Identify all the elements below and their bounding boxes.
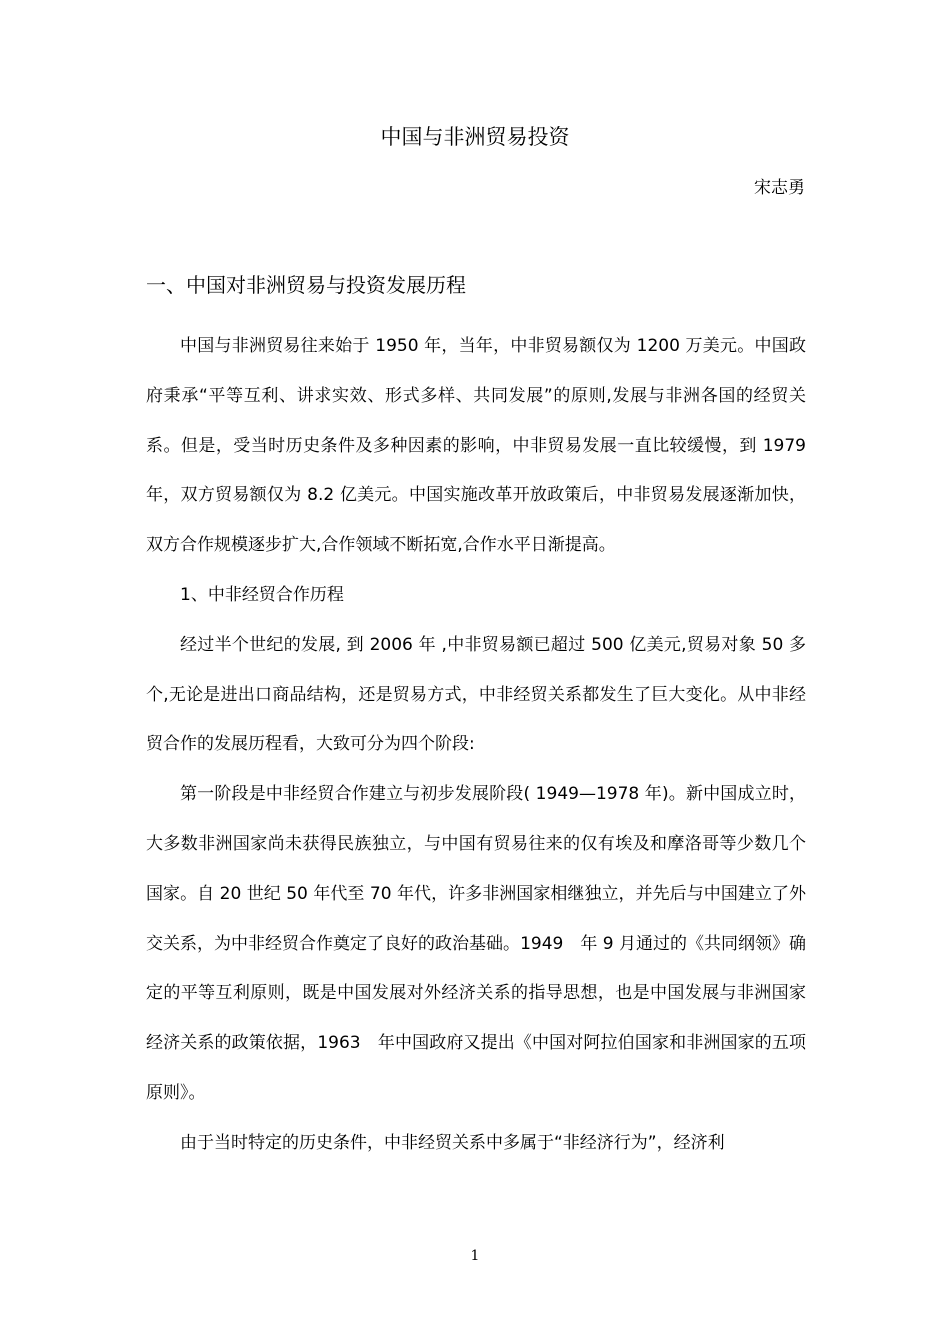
paragraph-intro: 中国与非洲贸易往来始于 1950 年，当年，中非贸易额仅为 1200 万美元。中国政府秉承“平等互利、讲求实效、形式多样、共同发展”的原则,发展与非洲各国的经贸关系。但是，受当时历史条件及多种因素的影响，中非贸易发展一直比较缓慢，到 1979 年，双方贸易额仅为 8.2 亿美元。中国实施改革开放政策后，中非贸易发展逐渐加快，双方合作规模逐步扩大,合作领域不断拓宽,合作水平日渐提高。 [146,336,806,556]
paragraph-continued: 由于当时特定的历史条件，中非经贸关系中多属于“非经济行为”，经济利 [180,1132,725,1153]
subsection-heading: 1、中非经贸合作历程 [180,584,344,605]
document-title: 中国与非洲贸易投资 [380,125,570,149]
page-number: 1 [470,1248,480,1264]
section-heading: 一、中国对非洲贸易与投资发展历程 [146,273,466,297]
body-text [146,322,806,1169]
paragraph-overview: 经过半个世纪的发展, 到 2006 年 ,中非贸易额已超过 500 亿美元,贸易对象 50 多个,无论是进出口商品结构，还是贸易方式，中非经贸关系都发生了巨大变化。从中非经贸合作的发展历程看，大致可分为四个阶段: [146,634,806,755]
paragraph-stage-one: 第一阶段是中非经贸合作建立与初步发展阶段( 1949—1978 年)。新中国成立时，大多数非洲国家尚未获得民族独立，与中国有贸易往来的仅有埃及和摩洛哥等少数几个国家。自 20 世纪 50 年代至 70 年代，许多非洲国家相继独立，并先后与中国建立了外交关系，为中非经贸合作奠定了良好的政治基础。1949 年 9 月通过的《共同纲领》确定的平等互利原则，既是中国发展对外经济关系的指导思想，也是中国发展与非洲国家经济关系的政策依据，1963 年中国政府又提出《中国对阿拉伯国家和非洲国家的五项原则》。 [146,784,806,1103]
author-name: 宋志勇 [754,178,805,198]
